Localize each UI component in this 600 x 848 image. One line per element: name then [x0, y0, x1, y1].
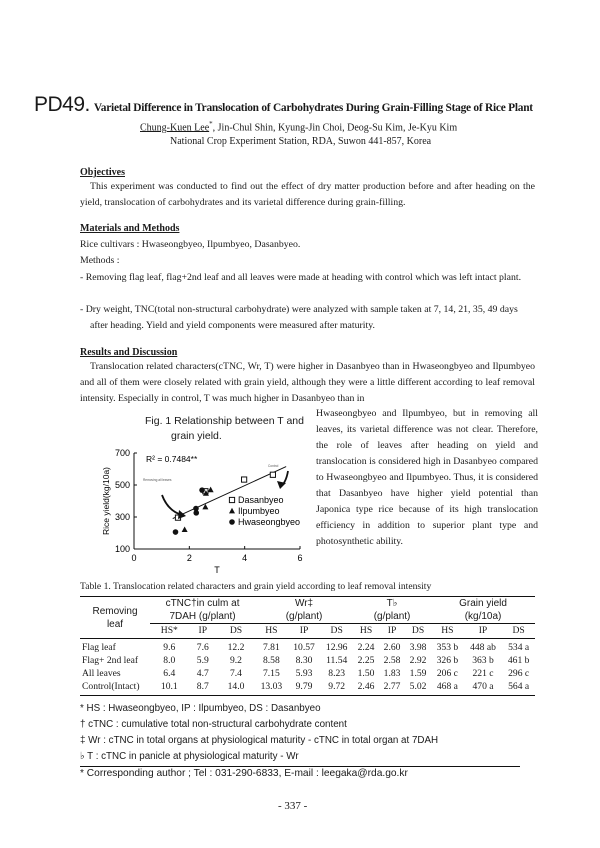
- methods-label: Methods :: [80, 255, 120, 266]
- table-cell: 468 a: [431, 680, 464, 696]
- x-tick-label: 6: [297, 553, 303, 563]
- table-cell: 353 b: [431, 639, 464, 655]
- x-tick-label: 4: [242, 553, 248, 563]
- sub-header-cell: DS: [502, 624, 535, 639]
- legend-marker: [229, 519, 235, 525]
- table-cell: 6.4: [163, 668, 176, 679]
- data-point: [193, 510, 199, 516]
- method-bullet-1: - Removing flag leaf, flag+2nd leaf and all leaves were made at heading with control which was left intact plant.: [80, 272, 522, 283]
- abstract-code: PD49.: [34, 93, 90, 116]
- table-row: [80, 680, 535, 696]
- table-row: [80, 639, 535, 655]
- note-control: Control: [268, 464, 279, 468]
- sub-header-cell: DS: [405, 624, 431, 639]
- corresponding-mark: *: [209, 120, 213, 128]
- table-cell: 4.7: [196, 668, 209, 679]
- group-header-yield-line2: (kg/10a): [464, 611, 502, 622]
- table-cell: 7.81: [255, 639, 288, 655]
- row-header-line1: Removing: [92, 605, 138, 617]
- table-caption: Table 1. Translocation related characters and grain yield according to leaf removal intensity: [80, 581, 432, 592]
- sub-header-cell: HS*: [150, 624, 189, 639]
- figure-caption-line1: Fig. 1 Relationship between T and: [145, 415, 304, 427]
- legend-label: Dasanbyeo: [238, 495, 284, 505]
- table-cell: 1.59: [409, 668, 427, 679]
- y-tick-label: 700: [114, 448, 130, 458]
- table-cell: 9.2: [229, 655, 242, 666]
- row-label: Flag leaf: [80, 639, 150, 655]
- results-heading: Results and Discussion: [80, 347, 178, 358]
- affiliation: National Crop Experiment Station, RDA, Suwon 441-857, Korea: [170, 136, 432, 147]
- table-cell: 296 c: [508, 668, 530, 679]
- table-cell: 8.30: [295, 655, 313, 666]
- table-cell: 8.58: [262, 655, 280, 666]
- group-header-ctnc: [150, 597, 255, 624]
- table-cell: 10.1: [150, 680, 189, 696]
- author-list: [140, 120, 457, 133]
- footnote-4: ♭ T : cTNC in panicle at physiological maturity - Wr: [80, 751, 299, 762]
- corresponding-author: * Corresponding author ; Tel : 031-290-6833, E-mail : leegaka@rda.go.kr: [80, 768, 408, 779]
- objectives-heading: Objectives: [80, 167, 125, 178]
- table-cell: 9.79: [288, 680, 321, 696]
- table-cell: 7.6: [189, 639, 217, 655]
- legend-label: Hwaseongbyeo: [238, 517, 301, 527]
- table-cell: 363 b: [472, 655, 494, 666]
- group-header-wr-line2: (g/plant): [285, 611, 323, 622]
- table-cell: 206 c: [436, 668, 458, 679]
- group-header-t: [353, 597, 431, 624]
- group-header-t-line2: (g/plant): [373, 611, 411, 622]
- y-axis-label: Rice yield(kg/10a): [101, 466, 111, 536]
- row-label: Flag+ 2nd leaf: [82, 655, 139, 666]
- table-cell: 2.92: [409, 655, 427, 666]
- figure-caption: [145, 414, 305, 444]
- table-cell: 2.24: [353, 639, 379, 655]
- table-cell: 8.23: [328, 668, 346, 679]
- row-header-line2: leaf: [106, 618, 124, 630]
- table-cell: 8.7: [189, 680, 217, 696]
- y-tick-label: 300: [114, 512, 130, 522]
- paper-title-line: [34, 93, 574, 117]
- row-label: Control(Intact): [80, 680, 150, 696]
- table-cell: 9.72: [320, 680, 353, 696]
- table-cell: 11.54: [326, 655, 348, 666]
- group-header-ctnc-line1: cTNC†in culm at: [165, 598, 240, 609]
- methods-heading: Materials and Methods: [80, 223, 180, 234]
- table-cell: 7.4: [229, 668, 242, 679]
- data-table: [80, 596, 535, 696]
- table-cell: 10.57: [288, 639, 321, 655]
- table-cell: 448 ab: [464, 639, 503, 655]
- table-cell: 221 c: [472, 668, 494, 679]
- group-header-t-line1: T♭: [386, 598, 398, 609]
- table-cell: 7.15: [262, 668, 280, 679]
- table-cell: 14.0: [217, 680, 255, 696]
- data-point: [182, 526, 188, 532]
- data-point: [270, 472, 275, 477]
- row-header-cell: [80, 597, 150, 639]
- legend-marker: [229, 508, 235, 514]
- sub-header-cell: DS: [217, 624, 255, 639]
- table-cell: 5.9: [196, 655, 209, 666]
- r2-label: R² = 0.7484**: [146, 454, 198, 464]
- y-tick-label: 500: [114, 480, 130, 490]
- table-cell: 12.96: [320, 639, 353, 655]
- y-tick-label: 100: [114, 544, 130, 554]
- sub-header-cell: HS: [431, 624, 464, 639]
- table-cell: 564 a: [502, 680, 535, 696]
- footnote-1: * HS : Hwaseongbyeo, IP : Ilpumbyeo, DS : Dasanbyeo: [80, 703, 321, 714]
- first-author: Chung-Kuen Lee: [140, 122, 210, 134]
- sub-header-cell: HS: [353, 624, 379, 639]
- group-header-wr-line1: Wr‡: [294, 598, 314, 609]
- objectives-text: This experiment was conducted to find out the effect of dry matter production before and after heading on the yield, translocation of carbohydrates and its varietal difference during grain-filling.: [80, 181, 535, 208]
- group-header-wr: [255, 597, 353, 624]
- table-cell: 5.02: [405, 680, 431, 696]
- table-cell: 3.98: [405, 639, 431, 655]
- figure-caption-line2: grain yield.: [171, 430, 222, 442]
- table-cell: 2.60: [379, 639, 405, 655]
- cultivars-line: Rice cultivars : Hwaseongbyeo, Ilpumbyeo, Dasanbyeo.: [80, 239, 301, 250]
- footnote-3: ‡ Wr : cTNC in total organs at physiological maturity - cTNC in total organ at 7DAH: [80, 735, 439, 746]
- sub-header-cell: HS: [255, 624, 288, 639]
- group-header-ctnc-line2: 7DAH (g/plant): [169, 611, 236, 622]
- sub-header-cell: IP: [288, 624, 321, 639]
- table-cell: 13.03: [255, 680, 288, 696]
- method-bullet-2: - Dry weight, TNC(total non-structural carbohydrate) were analyzed with sample taken at 7, 14, 21, 35, 49 days after heading. Yield and yield components were measured after maturity.: [80, 304, 518, 331]
- note-removing-all: Removing all leaves: [143, 478, 172, 482]
- table-cell: 534 a: [502, 639, 535, 655]
- legend-marker: [229, 497, 234, 502]
- x-axis-label: T: [214, 565, 220, 575]
- table-group-header-row: [80, 597, 535, 624]
- legend-label: Ilpumbyeo: [238, 506, 280, 516]
- table-row: [80, 667, 535, 680]
- table-cell: 2.77: [379, 680, 405, 696]
- footnote-2: † cTNC : cumulative total non-structural carbohydrate content: [80, 719, 347, 730]
- sub-header-cell: IP: [379, 624, 405, 639]
- table-cell: 1.83: [383, 668, 401, 679]
- table-cell: 2.25: [357, 655, 375, 666]
- data-point: [173, 529, 179, 535]
- data-point: [199, 487, 205, 493]
- sub-header-cell: DS: [320, 624, 353, 639]
- group-header-yield: [431, 597, 535, 624]
- table-cell: 8.0: [163, 655, 176, 666]
- table-cell: 326 b: [436, 655, 459, 666]
- data-point: [208, 487, 214, 493]
- table-cell: 470 a: [464, 680, 503, 696]
- row-label: All leaves: [82, 668, 121, 679]
- table-cell: 1.50: [357, 668, 375, 679]
- x-tick-label: 2: [186, 553, 192, 563]
- paper-title: Varietal Difference in Translocation of Carbohydrates During Grain-Filling Stage of Rice Plant: [93, 102, 533, 114]
- group-header-yield-line1: Grain yield: [459, 598, 507, 609]
- x-tick-label: 0: [131, 553, 137, 563]
- table-cell: 12.2: [217, 639, 255, 655]
- table-cell: 5.93: [295, 668, 313, 679]
- scatter-chart: [100, 445, 312, 575]
- footnote-rule: [80, 766, 520, 767]
- results-side-paragraph: Hwaseongbyeo and Ilpumbyeo, but in removing all leaves, its varietal difference was not clear. Therefore, the role of leaves after heading on yield and translocation is considered high in Dasanbyeo compared to Hwaseongbyeo and Ilpumbyeo. Thus, it is considered that Dasanbyeo have higher yield potential than Japonica type rice because of its high translocation efficiency in addition to superior plant type and photosynthetic ability.: [316, 408, 538, 547]
- other-authors: , Jin-Chul Shin, Kyung-Jin Choi, Deog-Su Kim, Je-Kyu Kim: [212, 122, 458, 134]
- table-cell: 461 b: [507, 655, 530, 666]
- page-number: - 337 -: [278, 800, 308, 812]
- data-point: [242, 477, 247, 482]
- table-cell: 9.6: [150, 639, 189, 655]
- table-row: [80, 654, 535, 667]
- sub-header-cell: IP: [189, 624, 217, 639]
- results-paragraph: Translocation related characters(cTNC, Wr, T) were higher in Dasanbyeo than in Hwaseongbyeo and Ilpumbyeo and all of them were closely related with grain yield, although they were a little different according to leaf removal intensity. Especially in control, T was much higher in Dasanbyeo than in: [80, 361, 535, 404]
- table-cell: 2.46: [353, 680, 379, 696]
- table-cell: 2.58: [383, 655, 401, 666]
- sub-header-cell: IP: [464, 624, 503, 639]
- arrow-head-left: [178, 510, 186, 519]
